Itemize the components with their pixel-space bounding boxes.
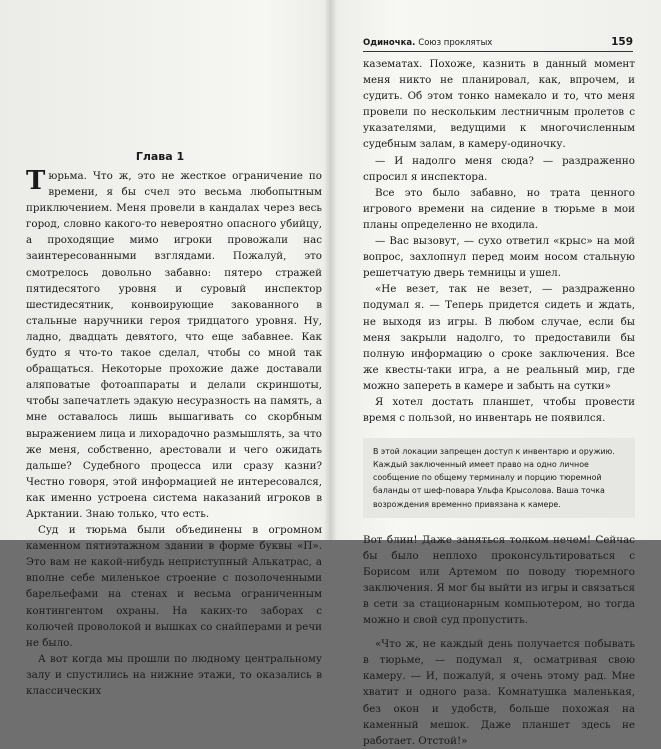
paragraph: Все это было забавно, но трата ценного игрового времени на сидение в тюрьме в мои планы определенно не входила. bbox=[363, 186, 635, 231]
paragraph: «Не везет, так не везет, — раздраженно подумал я. — Теперь придется сидеть и ждать, не выходя из игры. В любом случае, если бы меня закрыли надолго, то предоставили бы полную информацию о сроке заключения. Все же квесты-таки игра, а не реальный мир, где можно запереть в камере и забыть на сутки» bbox=[363, 283, 635, 392]
paragraph: — Вас вызовут, — сухо ответил «крыс» на мой вопрос, захлопнул перед моим носом стальную решетчатую дверь темницы и ушел. bbox=[363, 235, 635, 280]
drop-cap: Т bbox=[26, 166, 46, 196]
paragraph-text: юрьма. Что ж, это не жесткое ограничение по времени, я бы счел это весьма любопытным приключением. Меня провели в кандалах через весь город, словно какого-то невероятно опасного убийцу, а проходящие мимо игроки провожали нас заинтересованными взглядами. Пожалуй, это смотрелось довольно забавно: пятеро стражей пятидесятого уровня и суровый инспектор шестидесятник, конвоирующие закованного в стальные наручники героя тридцатого уровня. Ну, ладно, двадцать девятого, что еще забавнее. Как будто я что-то такое сделал, чтобы со мной так обращаться. Некоторые прохожие даже доставали аляповатые фотоаппараты и делали скриншоты, чтобы запечатлеть эдакую несуразность на память, а мне оставалось лишь вышагивать со скорбным выражением лица и лихорадочно размышлять, за что же меня, собственно, арестовали и чего ожидать дальше? Судебного процесса или сразу казни? Честно говоря, этой информацией не интересовался, как именно устроена система наказаний игроков в Арктании. Знаю только, что есть. bbox=[26, 170, 322, 520]
paragraph: Я хотел достать планшет, чтобы провести время с пользой, но инвентарь не появился. bbox=[363, 395, 635, 425]
paragraph: А вот когда мы прошли по людному центральному залу и спустились на нижние этажи, то оказались в классических bbox=[26, 652, 322, 697]
paragraph: — И надолго меня сюда? — раздраженно спросил я инспектора. bbox=[363, 154, 635, 183]
paragraph: Вот блин! Даже заняться толком нечем! Сейчас бы было неплохо проконсультироваться с Борисом или Артемом по поводу тюремного заключения. Я мог бы выйти из игры и связаться в сети за стационарным компьютером, но тогда можно и свой суд пропустить. bbox=[363, 533, 635, 627]
notice-text: В этой локации запрещен доступ к инвентарю и оружию. Каждый заключенный имеет право на одно личное сообщение по общему терминалу и порцию тюремной баланды от шеф-повара Ульфа Крысолова. Ваша точка возрождения временно привязана к камере. bbox=[373, 447, 615, 509]
running-head bbox=[363, 35, 633, 52]
paragraph: «Что ж, не каждый день получается побывать в тюрьме, — подумал я, осматривая свою камеру. — И, пожалуй, я очень этому рад. Мне хватит и одного раза. Комнатушка маленькая, без окон и удобств, больше похожая на каменный мешок. Даже планшет здесь не работает. Отстой!» bbox=[363, 638, 635, 747]
paragraph bbox=[26, 168, 322, 522]
right-text-column bbox=[363, 56, 635, 749]
system-notice-box bbox=[363, 438, 635, 517]
paragraph: Суд и тюрьма были объединены в огромном каменном пятиэтажном здании в форме буквы «П». Это вам не какой-нибудь неприступный Алькатрас, а вполне себе миленькое строение с позолоченными барельефами на стенах и весьма ограниченным контингентом охраны. На каких-то заборах с колючей проволокой и вышках со снайперами и речи не было. bbox=[26, 524, 322, 649]
running-title-series: Одиночка. bbox=[363, 38, 416, 48]
right-page bbox=[331, 0, 661, 747]
running-title bbox=[363, 38, 492, 48]
left-page bbox=[0, 0, 330, 697]
chapter-title: Глава 1 bbox=[135, 150, 185, 163]
page-number: 159 bbox=[611, 36, 633, 48]
running-title-book: Союз проклятых bbox=[418, 38, 493, 48]
paragraph: казематах. Похоже, казнить в данный момент меня никто не планировал, как, впрочем, и судить. Об этом тонко намекало и то, что меня провели по нескольким лестничным пролетов с указателями, ведущими к многочисленным судебным залам, в камеру-одиночку. bbox=[363, 58, 635, 151]
left-text-column bbox=[26, 168, 322, 699]
